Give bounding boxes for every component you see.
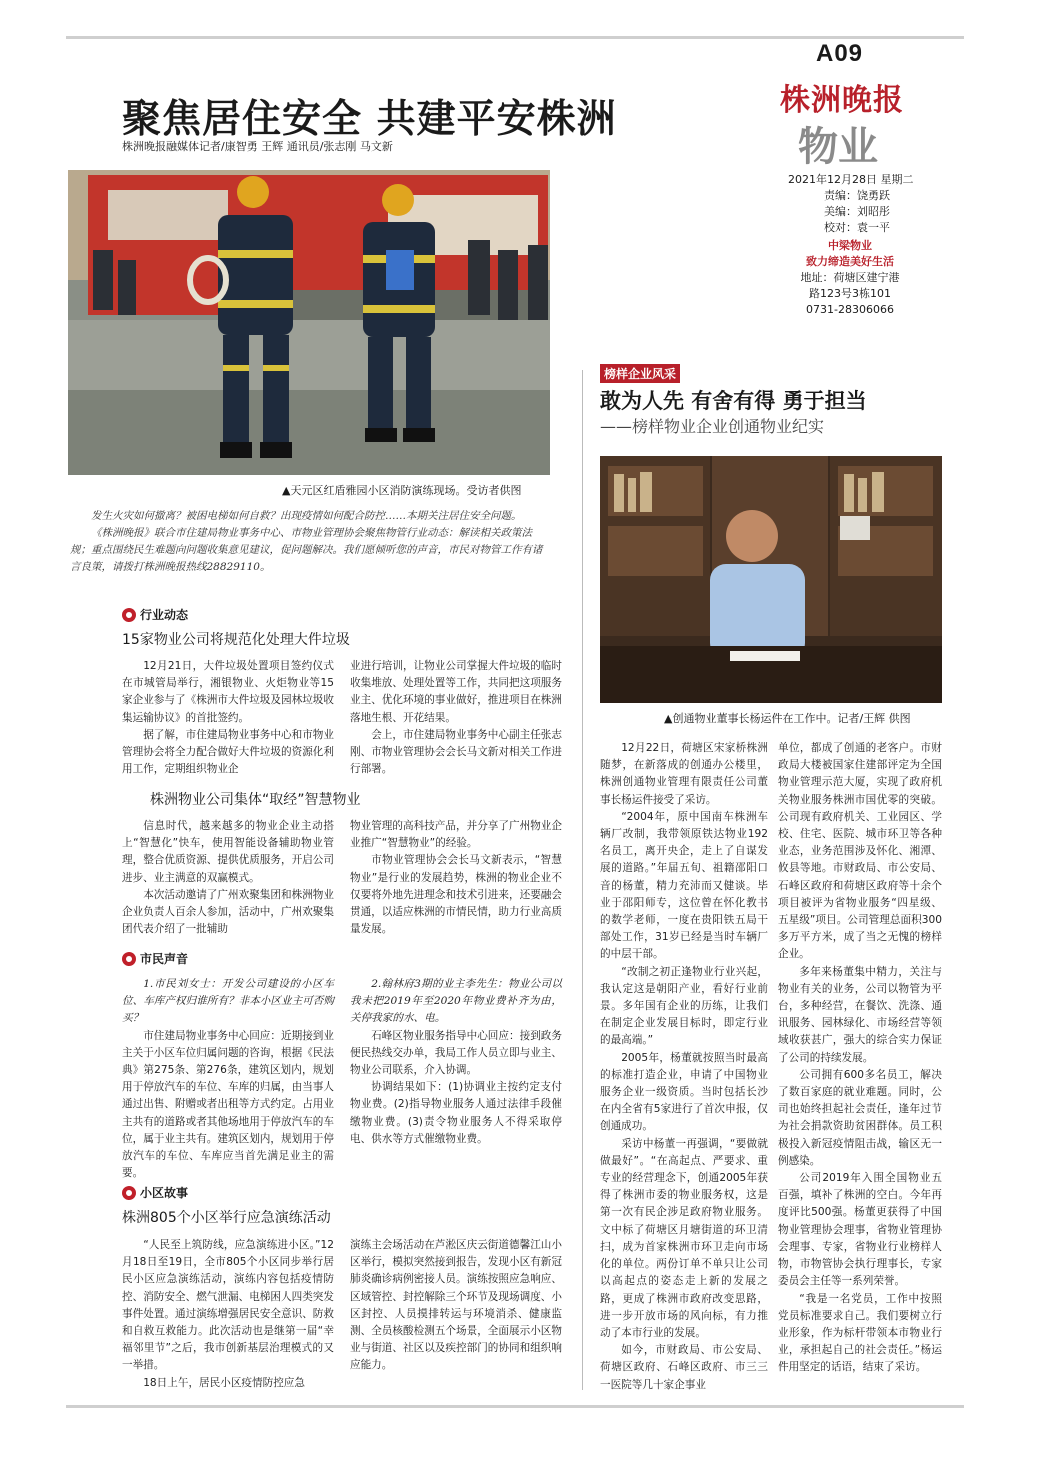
industry-col-4 bbox=[350, 818, 562, 938]
byline: 株洲晚报融媒体记者/康智勇 王辉 通讯员/张志刚 马文新 bbox=[122, 140, 393, 153]
community-col-2 bbox=[350, 1237, 562, 1375]
sponsor-name: 中梁物业 bbox=[828, 239, 872, 252]
community-title: 株洲805个小区举行应急演练活动 bbox=[122, 1210, 331, 1226]
feature-divider bbox=[582, 370, 583, 1390]
feature-col-1-para-1: 12月22日，荷塘区宋家桥株洲随梦，在新落成的创通办公楼里，株洲创通物业管理有限责任公司董事长杨运件接受了采访。 bbox=[600, 742, 768, 806]
feature-subtitle: ——榜样物业企业创通物业纪实 bbox=[600, 417, 825, 436]
bullet-icon bbox=[122, 608, 136, 622]
industry-col-4-para-2: 市物业管理协会会长马文新表示，“智慧物业”是行业的发展趋势，株洲的物业企业不仅要将外地先进理念和技术引进来，还要融会贯通，以适应株洲的市情民情，助力行业高质量发展。 bbox=[350, 854, 562, 936]
sponsor-address-1: 地址：荷塘区建宁港 bbox=[800, 271, 900, 284]
chairman-photo bbox=[600, 456, 942, 703]
citizens-answer-2-para-2: 协调结果如下：(1)协调业主按约定支付物业费。(2)指导物业服务人通过法律手段催缴物业费。(3)责令物业服务人不得采取停电、供水等方式催缴物业费。 bbox=[350, 1081, 562, 1145]
industry-tag-label: 行业动态 bbox=[140, 608, 189, 622]
feature-col-1-para-2: “2004年，原中国南车株洲车辆厂改制，我带领原铁达物业192名员工，离开央企，走上了自谋发展的道路。”年届五旬、祖籍邵阳口音的杨董，精力充沛而又健谈。毕业于邵阳师专，这位曾在怀化教书的数学老师，一度在贵阳铁五局干部处工作，31岁已经是当时车辆厂的中层干部。 bbox=[600, 810, 768, 961]
industry-col-2 bbox=[350, 658, 562, 778]
feature-title: 敢为人先 有舍有得 勇于担当 bbox=[600, 389, 867, 413]
community-tag-label: 小区故事 bbox=[140, 1186, 189, 1200]
intro-paragraph-2: 《株洲晚报》联合市住建局物业事务中心、市物业管理协会聚焦物管行业动态：解读相关政策法规；重点围绕民生难题向问题收集意见建议，促问题解决。我们愿倾听您的声音，市民对物管工作有诸言良策，请拨打株洲晚报热线28829110。 bbox=[70, 527, 543, 573]
feature-tag: 榜样企业风采 bbox=[600, 364, 680, 383]
sponsor-address-2: 路123号3栋101 bbox=[809, 287, 891, 300]
citizens-tag-label: 市民声音 bbox=[140, 952, 189, 966]
feature-col-1-para-5: 采访中杨董一再强调，“要做就做最好”。“在高起点、严要求、重专业的经营理念下，创通2005年获得了株洲市委的物业服务权，这是第一次有民企涉足政府物业服务。文中标了荷塘区月塘街道的环卫清扫，成为首家株洲市环卫走向市场化的单位。两份订单不单只让公司以高起点的姿态走上新的发展之路，更成了株洲市政府改变思路，进一步开放市场的风向标，有力推动了本市行业的发展。 bbox=[600, 1137, 768, 1339]
citizens-answer-2-para-1: 石峰区物业服务指导中心回应：接到政务便民热线交办单，我局工作人员立即与业主、物业公司联系，介入协调。 bbox=[350, 1029, 562, 1077]
masthead-logo: 株洲晚报 bbox=[780, 83, 904, 118]
industry-col-2-para-1: 业进行培训，让物业公司掌握大件垃圾的临时收集堆放、处理处置等工作，共同把这项服务业主、优化环境的事业做好，推进项目在株洲落地生根、开花结果。 bbox=[350, 660, 562, 724]
industry-col-1-para-2: 据了解，市住建局物业事务中心和市物业管理协会将全力配合做好大件垃圾的资源化利用工作，定期组织物业企 bbox=[122, 728, 334, 776]
top-rule bbox=[66, 36, 964, 39]
industry-col-3 bbox=[122, 818, 334, 938]
proofreader-credit: 校对：袁一平 bbox=[824, 221, 890, 234]
community-col-1-para-1: “人民至上筑防线，应急演练进小区。”12月18日至19日，全市805个小区同步举行居民小区应急演练活动，演练内容包括疫情防控、消防安全、燃气泄漏、电梯困人四类突发事件处置。通过演练增强居民安全意识、防救和自救互救能力。此次活动也是继第一届“幸福邻里节”之后，我市创新基层治理模式的又一举措。 bbox=[122, 1239, 334, 1372]
feature-col-1 bbox=[600, 740, 768, 1394]
feature-col-1-para-6: 如今，市财政局、市公安局、荷塘区政府、石峰区政府、市三三一医院等几十家企事业 bbox=[600, 1344, 768, 1391]
industry-col-3-para-1: 信息时代，越来越多的物业企业主动搭上“智慧化”快车，使用智能设备辅助物业管理，整合优质资源、提供优质服务，开启公司进步、业主满意的双赢模式。 bbox=[122, 820, 334, 884]
fire-drill-illustration bbox=[68, 170, 550, 475]
page-number: A09 bbox=[816, 40, 864, 67]
citizens-question-1: 1.市民刘女士：开发公司建设的小区车位、车库产权归谁所有？非本小区业主可否购买？ bbox=[122, 978, 334, 1025]
fire-drill-caption: ▲天元区红盾雅园小区消防演练现场。受访者供图 bbox=[282, 484, 522, 497]
industry-col-3-para-2: 本次活动邀请了广州欢聚集团和株洲物业企业负责人百余人参加，活动中，广州欢聚集团代表介绍了一批辅助 bbox=[122, 888, 334, 936]
intro-paragraph-1: 发生火灾如何撤离？被困电梯如何自救？出现疫情如何配合防控……本期关注居住安全问题。 bbox=[91, 510, 522, 522]
citizens-col-1 bbox=[122, 976, 334, 1182]
community-col-1-para-2: 18日上午，居民小区疫情防控应急 bbox=[143, 1376, 305, 1389]
sponsor-phone: 0731-28306066 bbox=[806, 303, 894, 316]
section-title: 物业 bbox=[798, 123, 878, 170]
industry-title-2: 株洲物业公司集体“取经”智慧物业 bbox=[150, 792, 361, 808]
page-headline: 聚焦居住安全 共建平安株洲 bbox=[122, 97, 617, 142]
citizens-question-2: 2.翰林府3期的业主李先生：物业公司以我未把2019年至2020年物业费补齐为由，关停我家的水、电。 bbox=[350, 978, 562, 1025]
feature-col-1-para-3: “改制之初正逢物业行业兴起，我认定这是朝阳产业，看好行业前景。多年国有企业的历练，让我们在制定企业发展目标时，即定行业的最高端。” bbox=[600, 965, 768, 1047]
industry-col-2-para-2: 会上，市住建局物业事务中心副主任张志刚、市物业管理协会会长马文新对相关工作进行部署。 bbox=[350, 728, 562, 776]
feature-col-2 bbox=[778, 740, 942, 1377]
issue-meta bbox=[788, 172, 918, 236]
bullet-icon bbox=[122, 1186, 136, 1200]
industry-col-1-para-1: 12月21日，大件垃圾处置项目签约仪式在市城管局举行，湘银物业、火炬物业等15家企业参与了《株洲市大件垃圾及园林垃圾收集运输协议》的首批签约。 bbox=[122, 660, 334, 724]
feature-col-2-para-2: 多年来杨董集中精力，关注与物业有关的业务，公司以物管为平台，多种经营，在餐饮、洗涤、通讯服务、园林绿化、市场经营等领域收获甚广，强大的综合实力保证了公司的持续发展。 bbox=[778, 965, 942, 1064]
citizens-col-2 bbox=[350, 976, 562, 1148]
citizens-answer-1: 市住建局物业事务中心回应：近期接到业主关于小区车位归属问题的咨询，根据《民法典》第275条、第276条，建筑区划内，规划用于停放汽车的车位、车库的归属，由当事人通过出售、附赠或者出租等方式约定。占用业主共有的道路或者其他场地用于停放汽车的车位，属于业主共有。建筑区划内，规划用于停放汽车的车位、车库应当首先满足业主的需要。 bbox=[122, 1029, 334, 1180]
industry-tag bbox=[122, 606, 188, 623]
chairman-illustration bbox=[600, 456, 942, 703]
sponsor-box bbox=[790, 238, 910, 318]
industry-col-4-para-1: 物业管理的高科技产品，并分享了广州物业企业推广“智慧物业”的经验。 bbox=[350, 820, 562, 850]
intro-text bbox=[70, 508, 552, 576]
community-col-1 bbox=[122, 1237, 334, 1392]
industry-col-1 bbox=[122, 658, 334, 778]
designer-credit: 美编：刘昭彤 bbox=[824, 205, 890, 218]
editor-credit: 责编：饶勇跃 bbox=[824, 189, 890, 202]
bullet-icon bbox=[122, 952, 136, 966]
issue-date: 2021年12月28日 星期二 bbox=[788, 173, 914, 186]
chairman-caption: ▲创通物业董事长杨运件在工作中。记者/王辉 供图 bbox=[664, 712, 911, 725]
feature-col-2-para-4: 公司2019年入围全国物业五百强，填补了株洲的空白。今年再度评比500强。杨董更获得了中国物业管理协会理事，省物业管理协会理事、专家，省物业行业榜样人物，市物管协会执行理事长，专家委员会主任等一系列荣誉。 bbox=[778, 1172, 942, 1288]
feature-col-1-para-4: 2005年，杨董就按照当时最高的标准打造企业，申请了中国物业服务企业一级资质。当时包括长沙在内全省有5家进行了首次申报，仅创通成功。 bbox=[600, 1051, 768, 1133]
feature-col-2-para-5: “我是一名党员，工作中按照党员标准要求自己。我们要树立行业形象，作为标杆带领本市物业行业，承担起自己的社会责任。”杨运件用坚定的话语，结束了采访。 bbox=[778, 1292, 942, 1374]
community-col-2-para-1: 演练主会场活动在芦淞区庆云街道德馨江山小区举行，模拟突然接到报告，发现小区有新冠肺炎确诊病例密接人员。演练按照应急响应、区域管控、封控解除三个环节及现场调度、小区封控、人员摸排转运与环境消杀、健康监测、全员核酸检测五个场景，全面展示小区物业与街道、社区以及疾控部门的协同和组织响应能力。 bbox=[350, 1239, 562, 1372]
feature-col-2-para-3: 公司拥有600多名员工，解决了数百家庭的就业难题。同时，公司也始终担起社会责任，逢年过节为社会捐款资助贫困群体。员工积极投入新冠疫情阻击战，输区无一例感染。 bbox=[778, 1068, 942, 1167]
feature-col-2-para-1: 单位，都成了创通的老客户。市财政局大楼被国家住建部评定为全国物业管理示范大厦，实现了政府机关物业服务株洲市国优零的突破。公司现有政府机关、工业园区、学校、住宅、医院、城市环卫等各种业态，业务范围涉及怀化、湘潭、攸县等地。市财政局、市公安局、石峰区政府和荷塘区政府等十余个项目被评为省物业服务“四星级、五星级”项目。公司管理总面积300多万平方米，成了当之无愧的榜样企业。 bbox=[778, 742, 942, 961]
sponsor-slogan: 致力缔造美好生活 bbox=[806, 255, 894, 268]
bottom-rule bbox=[66, 1405, 964, 1408]
citizens-tag bbox=[122, 950, 188, 967]
industry-title: 15家物业公司将规范化处理大件垃圾 bbox=[122, 632, 350, 648]
fire-drill-photo bbox=[68, 170, 550, 475]
community-tag bbox=[122, 1184, 188, 1201]
